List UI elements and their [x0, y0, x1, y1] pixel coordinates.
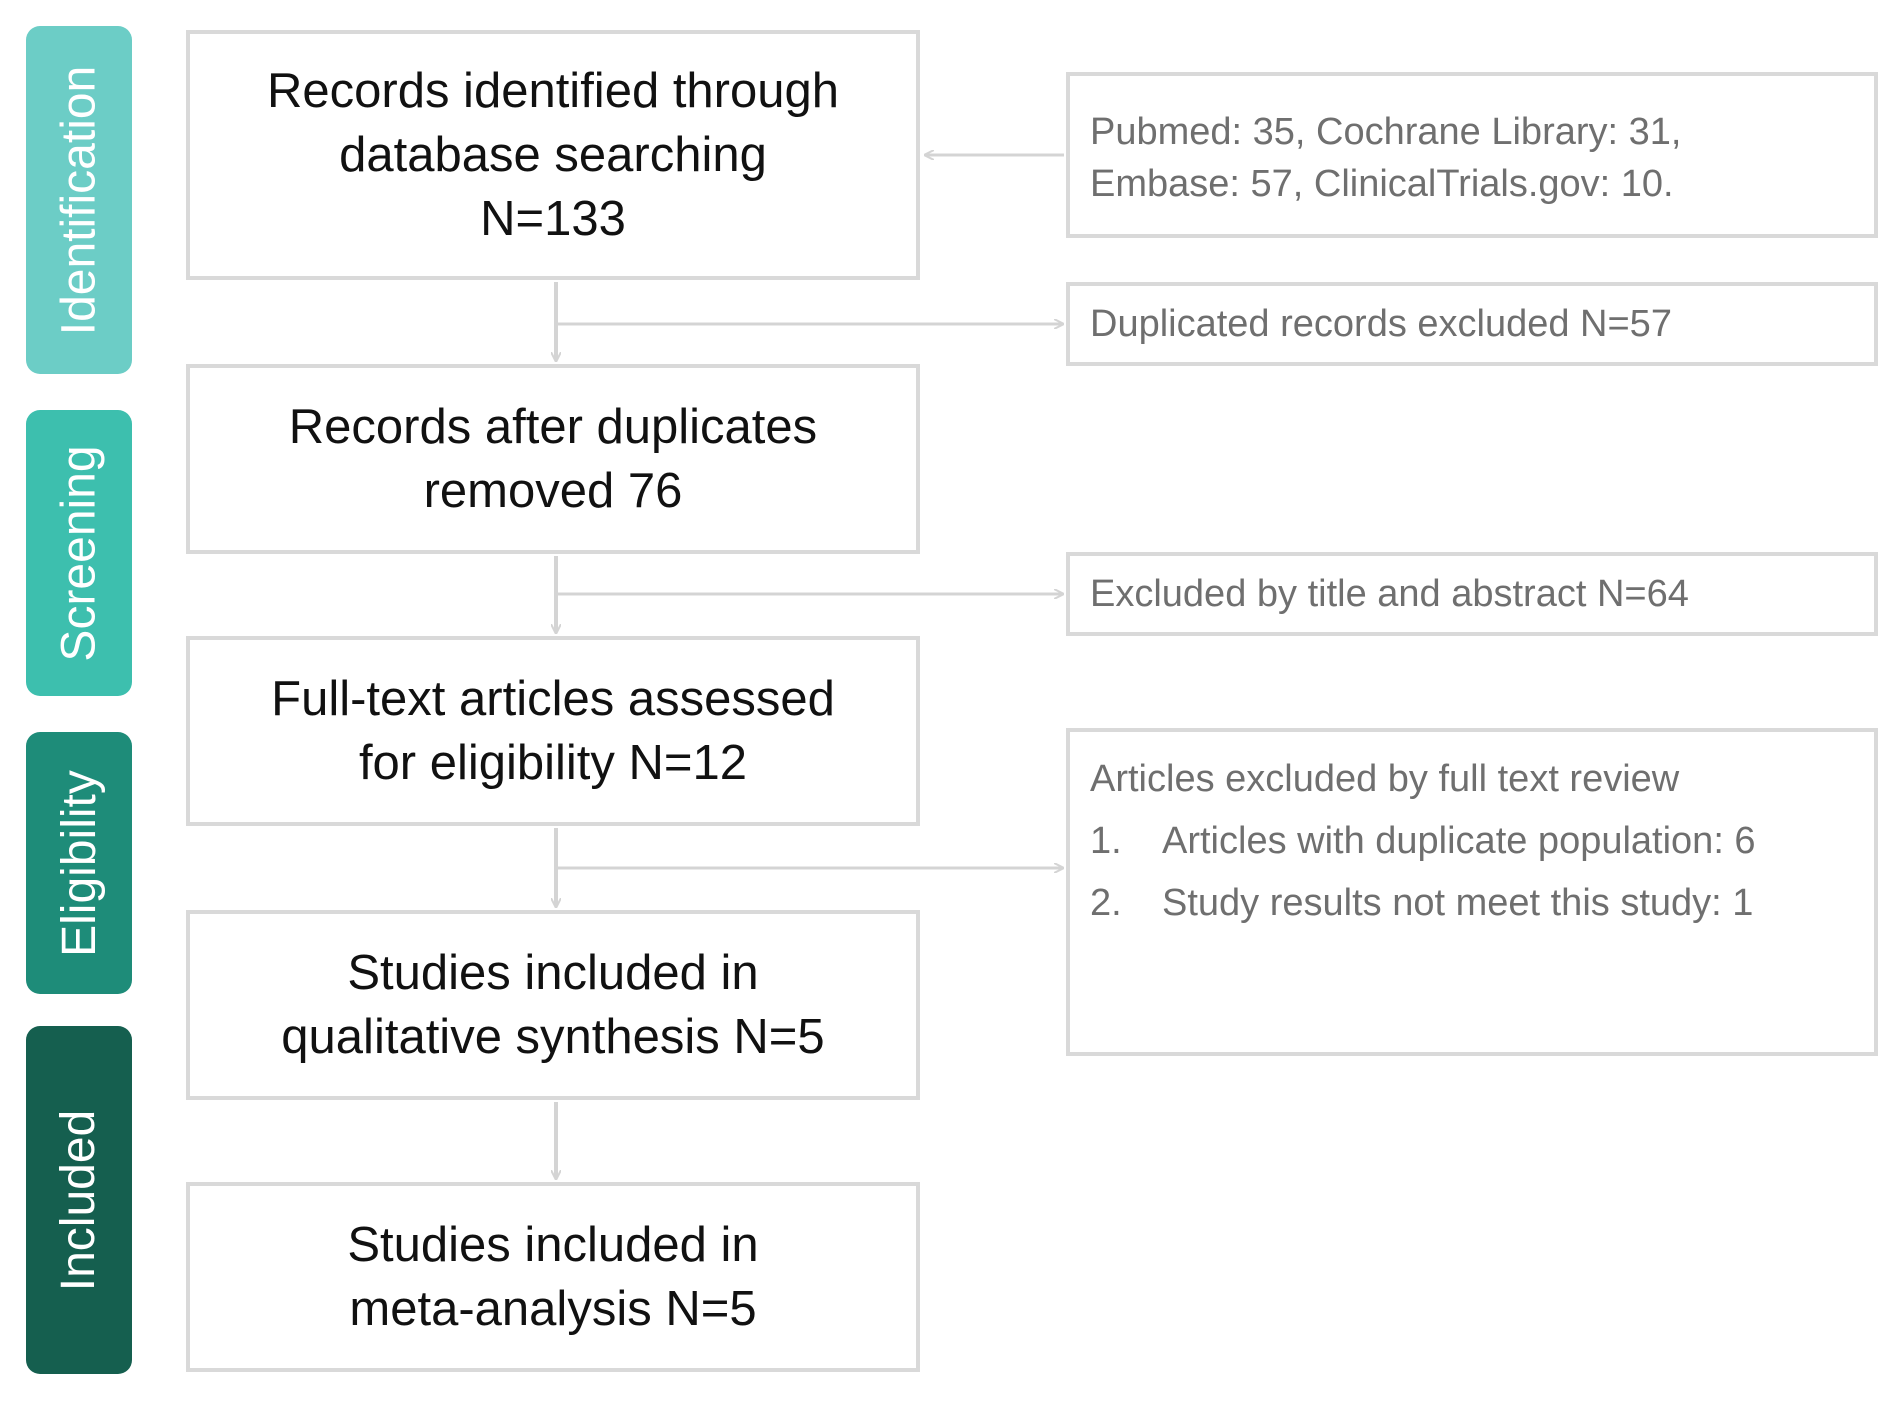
meta-analysis-box — [186, 1182, 920, 1372]
list-item-text: Study results not meet this study: 1 — [1162, 882, 1754, 924]
phase-identification — [26, 26, 132, 374]
meta-analysis-text: Studies included in meta-analysis N=5 — [347, 1218, 759, 1336]
list-item-text: Articles with duplicate population: 6 — [1162, 820, 1756, 862]
phase-included — [26, 1026, 132, 1374]
qualitative-synthesis-box — [186, 910, 920, 1100]
duplicates-excluded-box — [1066, 282, 1878, 366]
records-after-duplicates-text: Records after duplicates removed 76 — [288, 400, 818, 518]
phase-identification-label: Identification — [52, 65, 106, 335]
phase-eligibility-label: Eligibility — [52, 769, 106, 957]
phase-screening — [26, 410, 132, 696]
phase-screening-label: Screening — [52, 444, 106, 662]
database-sources-line-1: Pubmed: 35, Cochrane Library: 31, — [1090, 111, 1682, 153]
list-item — [1090, 872, 1874, 934]
fulltext-assessed-text: Full-text articles assessed for eligibility N=12 — [271, 672, 835, 790]
fulltext-excluded-box — [1066, 728, 1878, 1056]
phase-included-label: Included — [52, 1109, 106, 1291]
list-item-number: 1. — [1090, 820, 1122, 862]
database-sources-line-2: Embase: 57, ClinicalTrials.gov: 10. — [1090, 163, 1674, 205]
phase-eligibility — [26, 732, 132, 994]
title-abstract-excluded-text: Excluded by title and abstract N=64 — [1090, 573, 1689, 615]
records-identified-text: Records identified through database searching N=133 — [266, 64, 840, 246]
title-abstract-excluded-box — [1066, 552, 1878, 636]
list-item-number: 2. — [1090, 882, 1122, 924]
records-after-duplicates-box — [186, 364, 920, 554]
fulltext-excluded-heading: Articles excluded by full text review — [1090, 758, 1680, 800]
list-item — [1090, 810, 1874, 872]
fulltext-assessed-box — [186, 636, 920, 826]
duplicates-excluded-text: Duplicated records excluded N=57 — [1090, 303, 1672, 345]
qualitative-synthesis-text: Studies included in qualitative synthesis N=5 — [281, 946, 825, 1064]
database-sources-box — [1066, 72, 1878, 238]
records-identified-box — [186, 30, 920, 280]
